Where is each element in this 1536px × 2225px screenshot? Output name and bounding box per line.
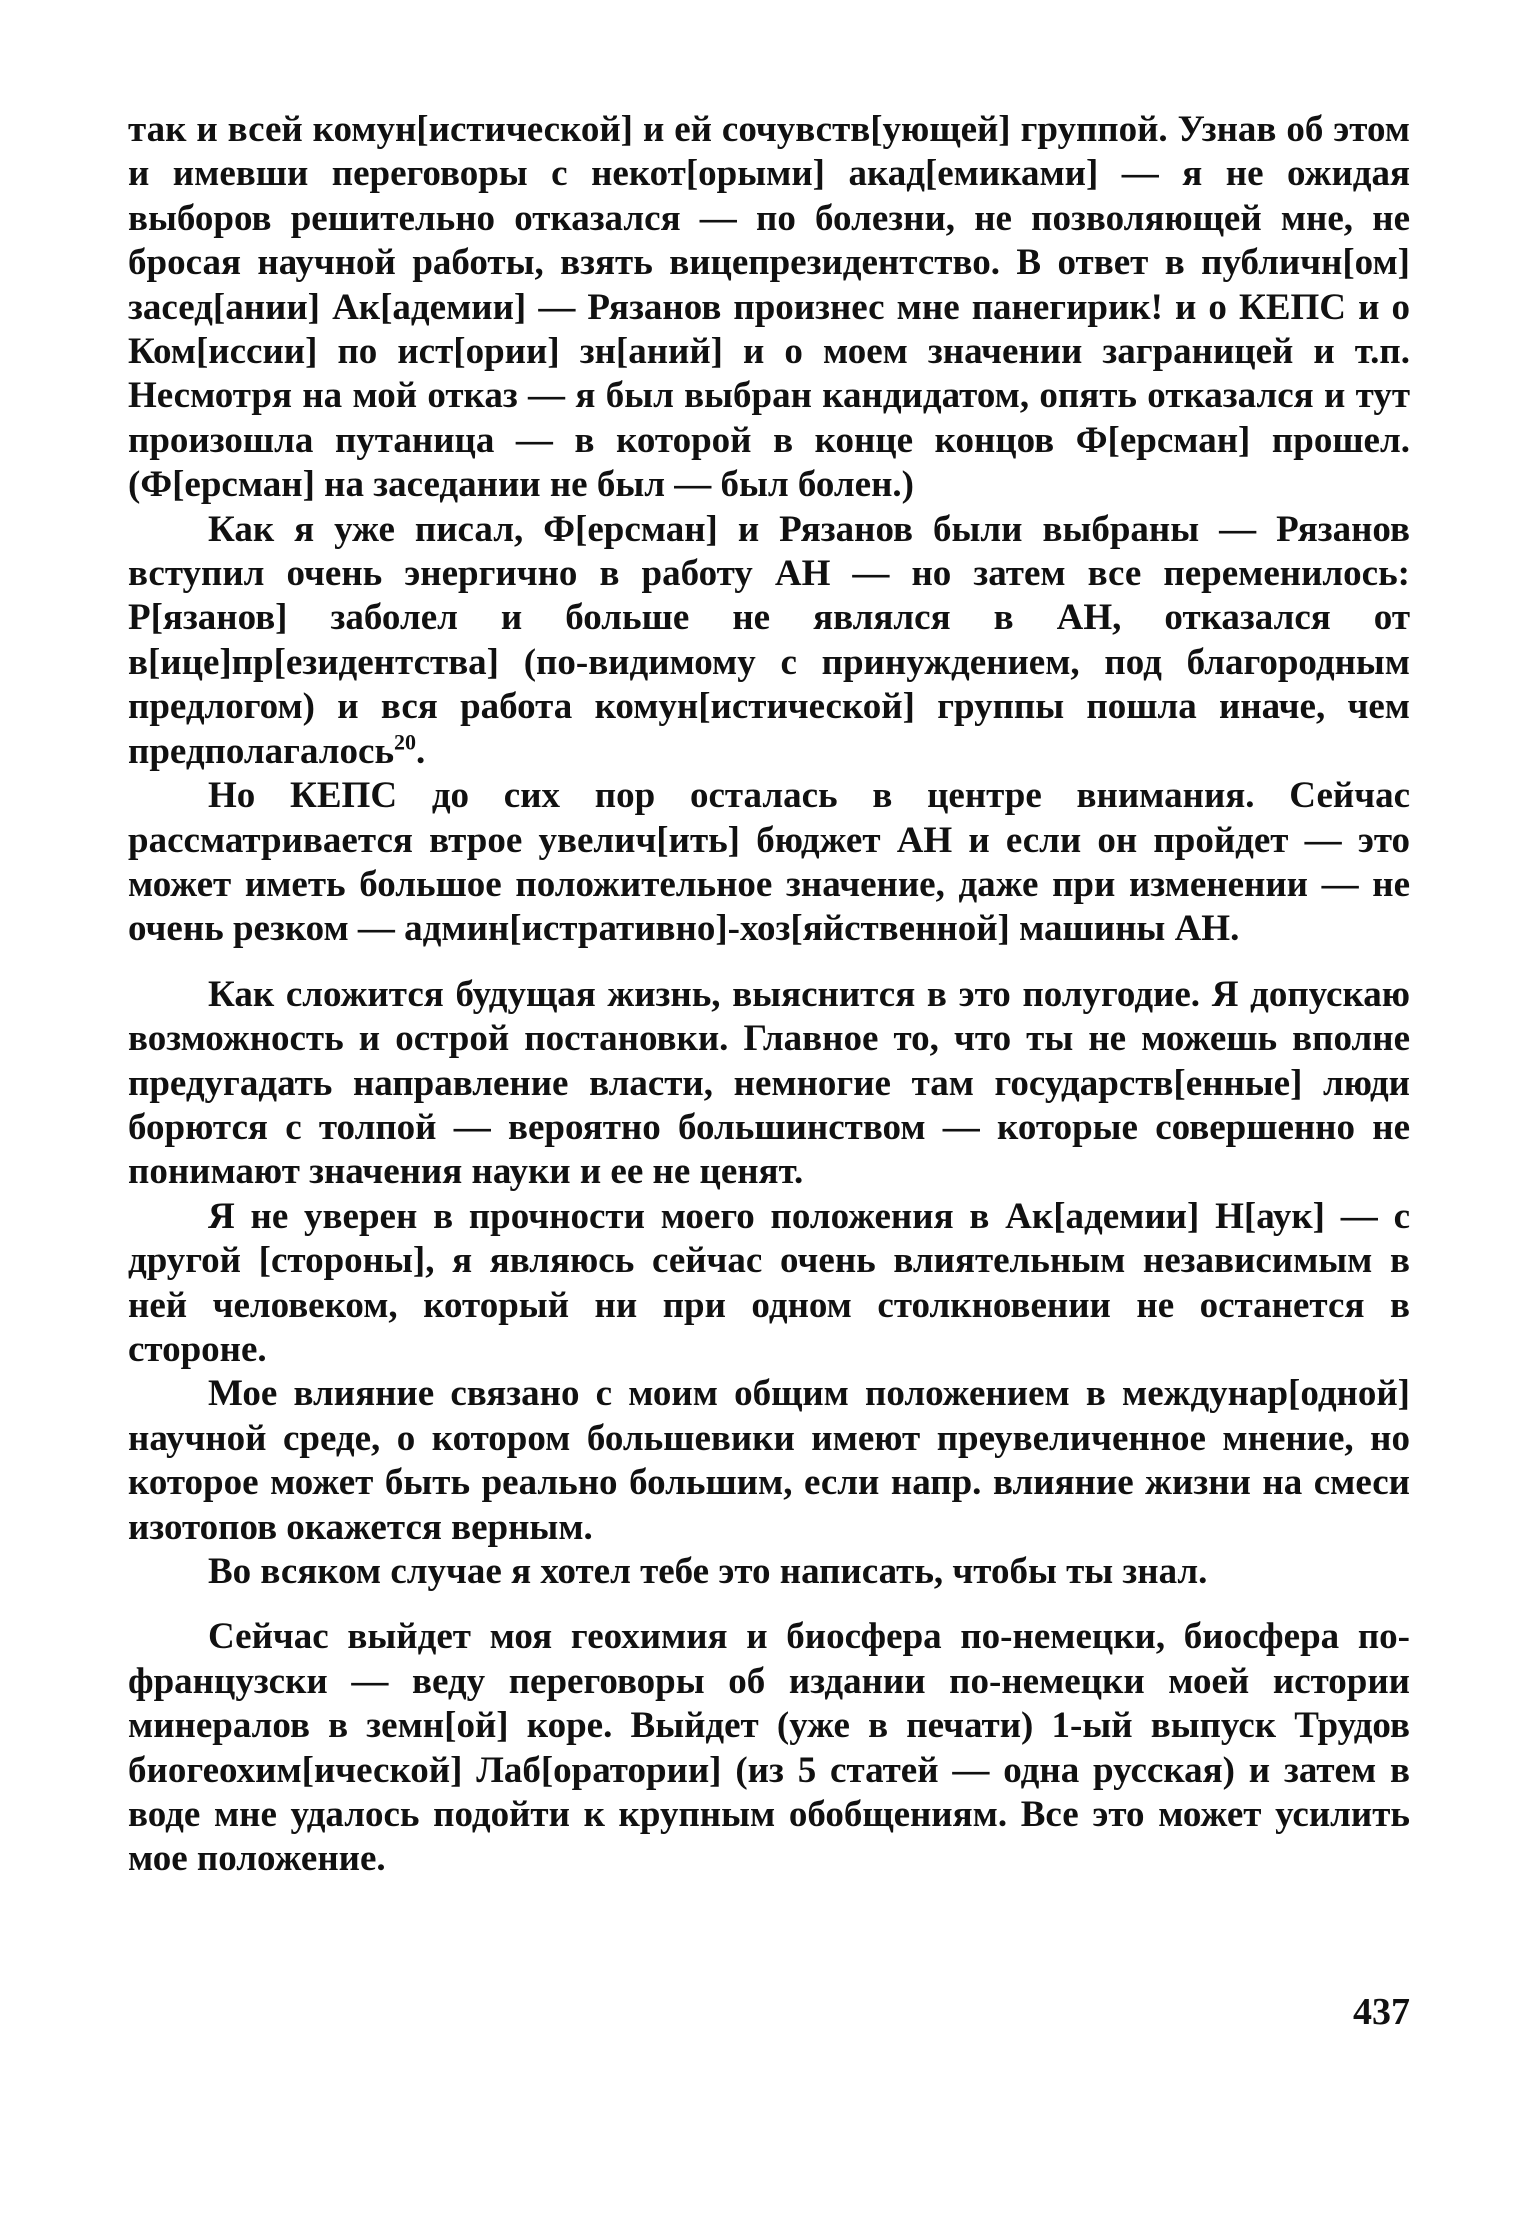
paragraph-2-text: Как я уже писал, Ф[ерсман] и Рязанов были выбраны — Рязанов вступил очень энергично в работу АН — но затем все переменилось: Р[язанов] заболел и больше не являлся в АН, отказался от в[ице]пр[езидентства] (по-видимому с принуждением, под благородным предлогом) и вся работа комун[истической] группы пошла иначе, чем предполагалось: [128, 508, 1410, 772]
body-text: [128, 108, 1410, 1882]
footnote-marker: 20: [394, 729, 417, 755]
paragraph-4: Как сложится будущая жизнь, выяснится в это полугодие. Я допускаю возможность и острой постановки. Главное то, что ты не можешь вполне предугадать направление власти, немногие там государств[енные] люди борются с толпой — вероятно большинством — которые совершенно не понимают значения науки и ее не ценят.: [128, 973, 1410, 1193]
paragraph-1: так и всей комун[истической] и ей сочувств[ующей] группой. Узнав об этом и имевши переговоры с некот[орыми] акад[емиками] — я не ожидая выборов решительно отказался — по болезни, не позволяющей мне, не бросая научной работы, взять вицепрезидентство. В ответ в публичн[ом] засед[ании] Ак[адемии] — Рязанов произнес мне панегирик! и о КЕПС и о Ком[иссии] по ист[ории] зн[аний] и о моем значении заграницей и т.п. Несмотря на мой отказ — я был выбран кандидатом, опять отказался и тут произошла путаница — в которой в конце концов Ф[ерсман] прошел. (Ф[ерсман] на заседании не был — был болен.): [128, 109, 1410, 506]
paragraph-7: Во всяком случае я хотел тебе это написать, чтобы ты знал.: [208, 1551, 1208, 1592]
paragraph-8: Сейчас выйдет моя геохимия и биосфера по-немецки, биосфера по-французски — веду переговоры об издании по-немецки моей истории минералов в земн[ой] коре. Выйдет (уже в печати) 1-ый выпуск Трудов биогеохим[ической] Лаб[оратории] (из 5 статей — одна русская) и затем в воде мне удалось подойти к крупным обобщениям. Все это может усилить мое положение.: [128, 1616, 1410, 1880]
paragraph-6: Мое влияние связано с моим общим положением в междунар[одной] научной среде, о котором большевики имеют преувеличенное мнение, но которое может быть реально большим, если напр. влияние жизни на смеси изотопов окажется верным.: [128, 1373, 1410, 1548]
paragraph-2-tail: .: [416, 730, 426, 772]
paragraph-5: Я не уверен в прочности моего положения в Ак[адемии] Н[аук] — с другой [стороны], я являюсь сейчас очень влиятельным независимым в ней человеком, который ни при одном столкновении не останется в стороне.: [128, 1195, 1410, 1370]
paragraph-2: [128, 508, 1410, 774]
paragraph-3: Но КЕПС до сих пор осталась в центре внимания. Сейчас рассматривается втрое увелич[ить] бюджет АН и если он пройдет — это может иметь большое положительное значение, даже при изменении — не очень резком — админ[истративно]-хоз[яйственной] машины АН.: [128, 775, 1410, 950]
page-number: 437: [1353, 1991, 1410, 2033]
